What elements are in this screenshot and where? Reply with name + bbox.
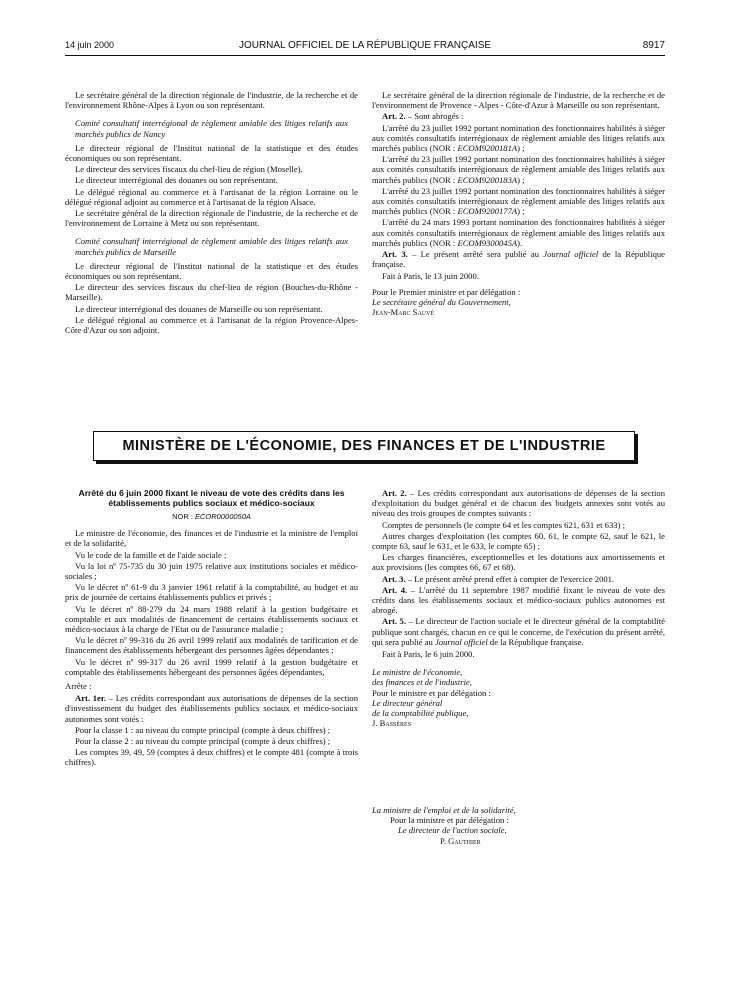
paragraph: Vu le décret nº 88-279 du 24 mars 1988 relatif à la gestion budgétaire et comptable et aux modalités de financement de certains établissements sociaux et médico-sociaux à la charge de l'Etat ou de l'assurance maladie ;: [65, 603, 358, 635]
signature-line: Pour le ministre et par délégation :: [372, 687, 491, 698]
paragraph: Vu le décret nº 99-316 du 26 avril 1999 relatif aux modalités de tarification et de financement des établissements hébergeant des personnes âgées dépendantes ;: [65, 635, 358, 656]
signature-block-ministre-emploi: [372, 805, 665, 846]
paragraph: Vu le décret nº 61-9 du 3 janvier 1961 relatif à la comptabilité, au budget et au prix de journée de certains établissements publics et privés ;: [65, 582, 358, 603]
article-1: Art. 1er. – Les crédits correspondant aux autorisations de dépenses de la section d'investissement du budget des établissements publics sociaux et médico-sociaux autonomes sont votés :: [65, 693, 358, 724]
article-3: Art. 3. – Le présent arrêté sera publié au Journal officiel de la République française.: [372, 249, 665, 270]
signature-line: de la comptabilité publique,: [372, 708, 469, 719]
abrogation-item: L'arrêté du 23 juillet 1992 portant nomination des fonctionnaires habilités à siéger aux comités consultatifs interrégionaux de règlement amiable des litiges relatifs aux marchés publics (NOR : ECOM9200183A) ;: [372, 154, 665, 185]
header-date: 14 juin 2000: [65, 40, 115, 50]
fait-a-paris: Fait à Paris, le 6 juin 2000.: [382, 649, 475, 660]
decree-title: Arrêté du 6 juin 2000 fixant le niveau de vote des crédits dans les établissements publics sociaux et médico-sociaux: [78, 488, 345, 508]
arrete-heading: Arrête :: [65, 681, 92, 692]
paragraph: Le directeur des services fiscaux du chef-lieu de région (Bouches-du-Rhône - Marseille).: [65, 282, 358, 303]
signature-line: La ministre de l'emploi et de la solidarité,: [372, 805, 516, 815]
paragraph: Pour la classe 1 : au niveau du compte principal (compte à deux chiffres) ;: [75, 724, 331, 735]
signature-line: des finances et de l'industrie,: [372, 677, 472, 688]
signature-line: Pour la ministre et par délégation :: [390, 815, 509, 826]
paragraph: Les comptes 39, 49, 59 (comptes à deux chiffres) et le compte 481 (compte à trois chiffres).: [65, 747, 358, 768]
article-5: Art. 5. – Le directeur de l'action sociale et le directeur général de la comptabilité publique sont chargés, chacun en ce qui le concerne, de l'exécution du présent arrêté, qui sera publié au Journal officiel de la République française.: [372, 616, 665, 647]
paragraph: Le ministre de l'économie, des finances et de l'industrie et la ministre de l'emploi et de la solidarité,: [65, 528, 358, 549]
nor-reference: NOR : ECOR0000050A: [172, 512, 251, 521]
article-3: Art. 3. – Le présent arrêté prend effet à compter de l'exercice 2001.: [382, 573, 615, 584]
top-right-column: [372, 90, 665, 317]
signatory-name: Jean-Marc Sauvé: [372, 307, 435, 318]
paragraph: Le secrétaire général de la direction régionale de l'industrie, de la recherche et de l'environnement Rhône-Alpes à Lyon ou son représentant.: [65, 90, 358, 111]
bottom-left-column: [65, 488, 358, 769]
paragraph: Le secrétaire général de la direction régionale de l'industrie, de la recherche et de l'environnement de Lorraine à Metz ou son représentant.: [65, 208, 358, 229]
paragraph: Vu la loi nº 75-735 du 30 juin 1975 relative aux institutions sociales et médico-sociales ;: [65, 560, 358, 582]
signature-line: Le directeur général: [372, 697, 443, 708]
paragraph: Le délégué régional au commerce et à l'artisanat de la région Lorraine ou le délégué régional adjoint au commerce et à l'artisanat de la région Alsace.: [65, 186, 358, 207]
header-journal-title: JOURNAL OFFICIEL DE LA RÉPUBLIQUE FRANÇAISE: [238, 40, 492, 51]
abrogation-item: L'arrêté du 24 mars 1993 portant nomination des fonctionnaires habilités à siéger aux comités consultatifs interrégionaux de règlement amiable des litiges relatifs aux marchés publics (NOR : ECOM9300045A).: [372, 217, 665, 248]
top-left-column: [65, 90, 358, 336]
signatory-name: J. Bassères: [372, 718, 412, 729]
paragraph: Le délégué régional au commerce et à l'artisanat de la région Provence-Alpes-Côte d'Azur ou son adjoint.: [65, 314, 358, 336]
page-header: [65, 40, 665, 54]
signature-line: Pour le Premier ministre et par délégation :: [372, 286, 521, 297]
paragraph: Le directeur régional de l'Institut national de la statistique et des études économiques ou son représentant.: [65, 142, 358, 164]
paragraph: Pour la classe 2 : au niveau du compte principal (compte à deux chiffres) ;: [75, 736, 331, 747]
abrogation-item: L'arrêté du 23 juillet 1992 portant nomination des fonctionnaires habilités à siéger aux comités consultatifs interrégionaux de règlement amiable des litiges relatifs aux marchés publics (NOR : ECOM9200181A) ;: [372, 122, 665, 154]
ministry-banner: MINISTÈRE DE L'ÉCONOMIE, DES FINANCES ET DE L'INDUSTRIE: [93, 431, 635, 461]
paragraph: Le directeur interrégional des douanes de Marseille ou son représentant.: [75, 303, 323, 314]
paragraph: Le directeur des services fiscaux du chef-lieu de région (Moselle).: [75, 164, 303, 175]
header-page-number: 8917: [642, 40, 665, 51]
paragraph: Vu le code de la famille et de l'aide sociale ;: [75, 549, 227, 560]
paragraph: Le directeur interrégional des douanes ou son représentant.: [75, 175, 278, 186]
section-heading-marseille: Comité consultatif interrégional de règlement amiable des litiges relatifs aux marchés publics de Marseille: [75, 236, 348, 257]
paragraph: Le secrétaire général de la direction régionale de l'industrie, de la recherche et de l'environnement de Provence - Alpes - Côte-d'Azur à Marseille ou son représentant.: [372, 90, 665, 111]
article-2: Art. 2. – Sont abrogés :: [382, 111, 464, 122]
bottom-right-column: [372, 488, 665, 728]
section-heading-nancy: Comité consultatif interrégional de règlement amiable des litiges relatifs aux marchés publics de Nancy: [75, 118, 348, 139]
signature-line: Le ministre de l'économie,: [372, 667, 463, 678]
fait-a-paris: Fait à Paris, le 13 juin 2000.: [382, 271, 479, 282]
paragraph: Comptes de personnels (le compte 64 et les comptes 621, 631 et 633) ;: [382, 519, 625, 530]
article-2: Art. 2. – Les crédits correspondant aux autorisations de dépenses de la section d'exploitation du budget général et de chacun des budgets annexes sont votés au niveau des trois groupes de comptes suivants :: [372, 488, 666, 519]
article-4: Art. 4. – L'arrêté du 11 septembre 1987 modifié fixant le niveau de vote des crédits dans les établissements sociaux et médico-sociaux publics autonomes est abrogé.: [372, 584, 665, 616]
paragraph: Les charges financières, exceptionnelles et les dotations aux amortissements et aux provisions (les comptes 66, 67 et 68).: [372, 552, 665, 573]
header-rule: [65, 55, 665, 56]
signature-line: Le directeur de l'action sociale,: [398, 825, 507, 836]
signature-line: Le secrétaire général du Gouvernement,: [372, 296, 511, 307]
paragraph: Autres charges d'exploitation (les comptes 60, 61, le compte 62, sauf le 621, le compte 63, sauf le 631, et le 633, le compte 65) ;: [372, 530, 665, 552]
paragraph: Vu le décret nº 99-317 du 26 avril 1999 relatif à la gestion budgétaire et comptable des établissements hébergeant des personnes âgées dépendantes,: [65, 656, 358, 677]
abrogation-item: L'arrêté du 23 juillet 1992 portant nomination des fonctionnaires habilités à siéger aux comités consultatifs interrégionaux de règlement amiable des litiges relatifs aux marchés publics (NOR : ECOM9200177A) ;: [372, 185, 665, 217]
paragraph: Le directeur régional de l'Institut national de la statistique et des études économiques ou son représentant.: [65, 260, 358, 282]
signatory-name: P. Gauthier: [440, 835, 481, 846]
